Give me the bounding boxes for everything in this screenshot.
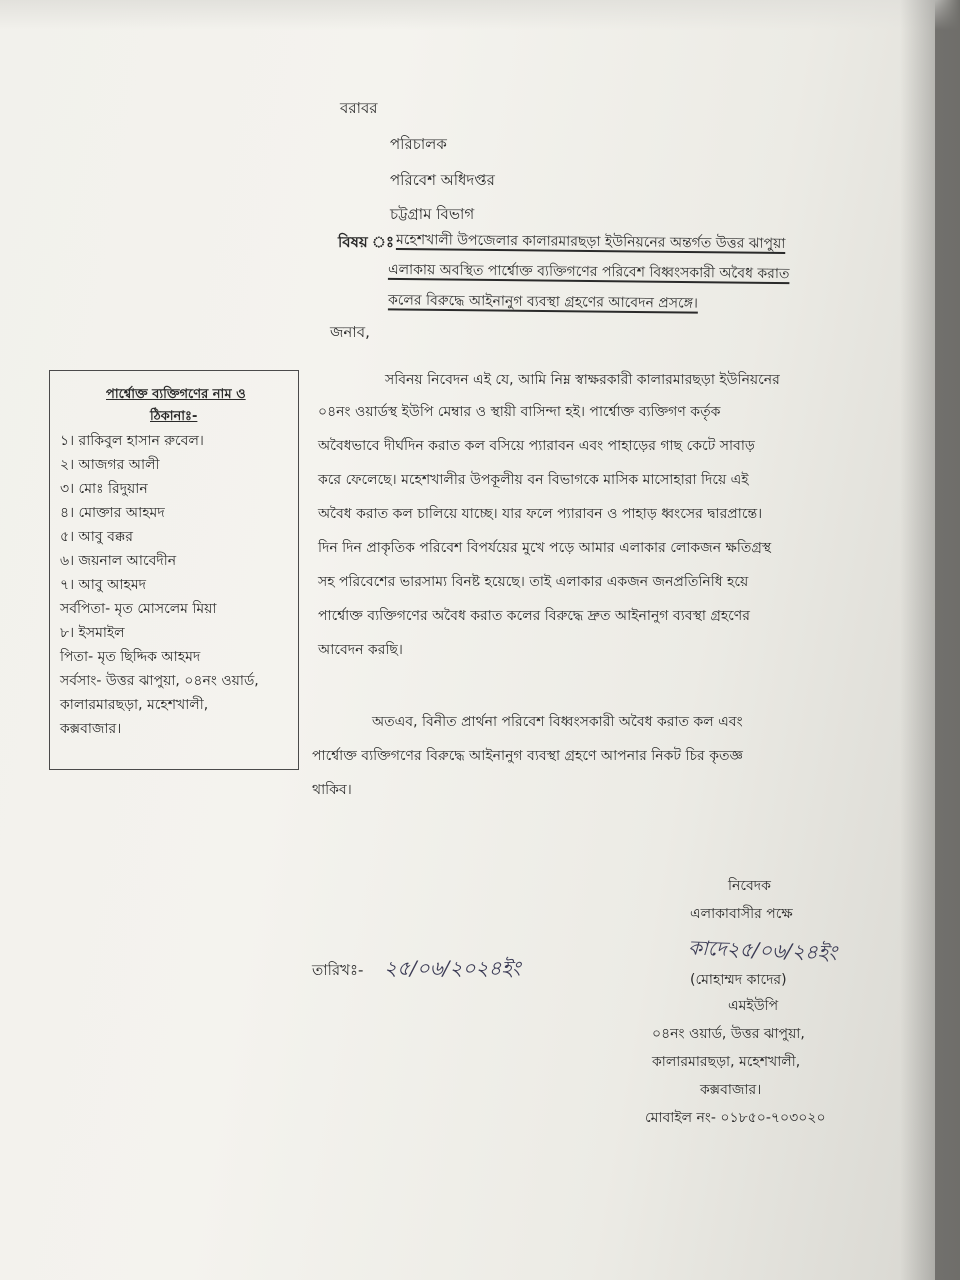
body-line-1: সবিনয় নিবেদন এই যে, আমি নিম্ন স্বাক্ষরকারী কালারমারছড়া ইউনিয়নের (385, 372, 780, 388)
box-title-line-1: পার্শ্বোক্ত ব্যক্তিগণের নাম ও (106, 387, 246, 402)
list-item: কক্সবাজার। (60, 721, 122, 737)
list-item: পিতা- মৃত ছিদ্দিক আহমদ (60, 649, 201, 665)
signer-title: এমইউপি (728, 998, 779, 1014)
list-item: ৭। আবু আহমদ (60, 577, 146, 593)
body-line-7: সহ পরিবেশের ভারসাম্য বিনষ্ট হয়েছে। তাই এলাকার একজন জনপ্রতিনিধি হয়ে (318, 574, 749, 590)
signer-address-line-2: কালারমারছড়া, মহেশখালী, (652, 1054, 801, 1070)
list-item: ৩। মোঃ রিদুয়ান (60, 481, 148, 497)
body-line-5: অবৈধ করাত কল চালিয়ে যাচ্ছে। যার ফলে প্যারাবন ও পাহাড় ধ্বংসের দ্বারপ্রান্তে। (318, 506, 763, 522)
signer-address-line-1: ০৪নং ওয়ার্ড, উত্তর ঝাপুয়া, (652, 1026, 805, 1042)
mobile-number: মোবাইল নং- ০১৮৫০-৭০৩০২০ (645, 1110, 826, 1126)
recipient-line-3: চট্টগ্রাম বিভাগ (390, 205, 475, 223)
body-line-3: অবৈধভাবে দীর্ঘদিন করাত কল বসিয়ে প্যারাবন এবং পাহাড়ের গাছ কেটে সাবাড় (318, 438, 755, 454)
salutation-to: বরাবর (340, 99, 378, 117)
applicant-on-behalf: এলাকাবাসীর পক্ষে (690, 906, 793, 922)
recipient-line-2: পরিবেশ অধিদপ্তর (390, 171, 495, 189)
list-item: ১। রাকিবুল হাসান রুবেল। (60, 433, 204, 449)
accused-list-box (49, 370, 299, 770)
subject-label: বিষয় ঃ (338, 233, 394, 251)
list-item: কালারমারছড়া, মহেশখালী, (60, 697, 209, 713)
list-item: ২। আজগর আলী (60, 457, 160, 473)
paper-edge-shadow (900, 0, 960, 1280)
list-item: ৬। জয়নাল আবেদীন (60, 553, 177, 569)
list-item: সর্বপিতা- মৃত মোসলেম মিয়া (60, 601, 217, 617)
recipient-line-1: পরিচালক (390, 135, 447, 153)
date-label: তারিখঃ- (312, 961, 364, 979)
date-value: ২৫/০৬/২০২৪ইং (384, 956, 521, 980)
subject-line-1: মহেশখালী উপজেলার কালারমারছড়া ইউনিয়নের অন্তর্গত উত্তর ঝাপুয়া (395, 231, 786, 253)
box-title-line-2: ঠিকানাঃ- (150, 409, 198, 424)
applicant-label: নিবেদক (728, 878, 771, 894)
signer-address-line-3: কক্সবাজার। (700, 1082, 762, 1098)
list-item: ৮। ইসমাইল (60, 625, 125, 641)
handwritten-signature: কাদে২৫/০৬/২৪ইং (687, 935, 838, 965)
signer-name: (মোহাম্মদ কাদের) (690, 972, 787, 988)
list-item: সর্বসাং- উত্তর ঝাপুয়া, ০৪নং ওয়ার্ড, (60, 673, 259, 689)
list-item: ৫। আবু বক্কর (60, 529, 133, 545)
body-line-8: পার্শ্বোক্ত ব্যক্তিগণের অবৈধ করাত কলের বিরুদ্ধে দ্রুত আইনানুগ ব্যবস্থা গ্রহণের (318, 608, 750, 624)
body-line-4: করে ফেলেছে। মহেশখালীর উপকূলীয় বন বিভাগকে মাসিক মাসোহারা দিয়ে এই (318, 472, 749, 488)
closing-line-1: অতএব, বিনীত প্রার্থনা পরিবেশ বিধ্বংসকারী অবৈধ করাত কল এবং (372, 714, 743, 730)
body-line-9: আবেদন করছি। (318, 642, 403, 658)
closing-line-3: থাকিব। (312, 782, 352, 798)
subject-line-3: কলের বিরুদ্ধে আইনানুগ ব্যবস্থা গ্রহণের আবেদন প্রসঙ্গে। (387, 292, 699, 312)
closing-line-2: পার্শ্বোক্ত ব্যক্তিগণের বিরুদ্ধে আইনানুগ ব্যবস্থা গ্রহণে আপনার নিকট চির কৃতজ্ঞ (312, 748, 743, 764)
greeting: জনাব, (330, 323, 370, 341)
paper-top-shade (0, 0, 960, 30)
body-line-2: ০৪নং ওয়ার্ডস্থ ইউপি মেম্বার ও স্থায়ী বাসিন্দা হই। পার্শ্বোক্ত ব্যক্তিগণ কর্তৃক (318, 404, 721, 420)
subject-line-2: এলাকায় অবস্থিত পার্শ্বোক্ত ব্যক্তিগণের পরিবেশ বিধ্বংসকারী অবৈধ করাত (387, 261, 790, 283)
body-line-6: দিন দিন প্রাকৃতিক পরিবেশ বিপর্যয়ের মুখে পড়ে আমার এলাকার লোকজন ক্ষতিগ্রস্থ (318, 540, 772, 556)
list-item: ৪। মোক্তার আহমদ (60, 505, 165, 521)
